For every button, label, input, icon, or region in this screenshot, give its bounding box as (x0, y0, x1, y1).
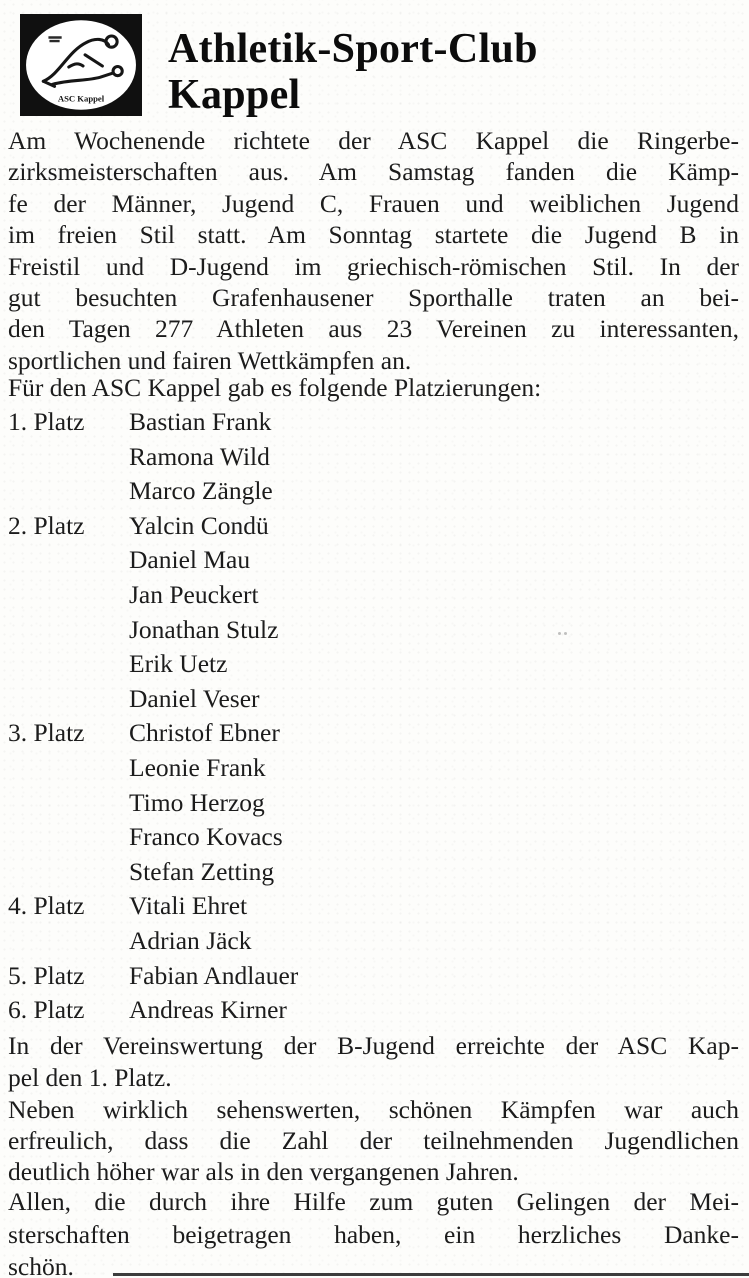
placement-row (8, 751, 739, 786)
placement-rank (8, 751, 129, 786)
placement-row (8, 647, 739, 682)
placement-row (8, 578, 739, 613)
placement-row (8, 820, 739, 855)
placement-name: Timo Herzog (129, 787, 265, 817)
text-line: zirksmeisterschaften aus. Am Samstag fanden die Kämp- (8, 157, 739, 187)
placement-name: Christof Ebner (129, 718, 280, 748)
placement-name: Erik Uetz (129, 649, 228, 679)
text-line: Freistil und D-Jugend im griechisch-römischen Stil. In der (8, 251, 739, 281)
placement-row (8, 509, 739, 544)
placement-row (8, 924, 739, 959)
placement-row (8, 786, 739, 821)
youth-note-paragraph (8, 1094, 739, 1187)
placement-row (8, 543, 739, 578)
placement-rank (8, 543, 129, 578)
placement-row (8, 682, 739, 717)
placement-row (8, 440, 739, 475)
article-title-line1: Athletik-Sport-Club (168, 26, 538, 72)
logo-caption: ASC Kappel (57, 93, 105, 104)
placement-row (8, 959, 739, 994)
club-logo (20, 14, 142, 116)
placement-name: Adrian Jäck (129, 925, 252, 955)
placement-rank: 3. Platz (8, 718, 85, 748)
placement-name: Ramona Wild (129, 441, 270, 471)
placement-name: Fabian Andlauer (129, 960, 299, 990)
placement-rank (8, 786, 129, 821)
text-line: deutlich höher war als in den vergangenen Jahren. (8, 1157, 519, 1186)
placement-rank (8, 820, 129, 855)
placement-rank (8, 647, 129, 682)
text-line: pel den 1. Platz. (8, 1063, 172, 1092)
placement-row (8, 855, 739, 890)
text-line: den Tagen 277 Athleten aus 23 Vereinen zu interessanten, (8, 314, 739, 344)
placement-name: Stefan Zetting (129, 856, 275, 886)
placement-rank (8, 578, 129, 613)
placement-name: Daniel Mau (129, 545, 251, 575)
placement-row (8, 716, 739, 751)
placement-row (8, 993, 739, 1028)
text-line: schön. (8, 1252, 74, 1278)
text-line: gut besuchten Grafenhausener Sporthalle traten an bei- (8, 283, 739, 313)
placement-name: Leonie Frank (129, 752, 266, 782)
placements-heading: Für den ASC Kappel gab es folgende Platzierungen: (8, 373, 542, 402)
placement-rank: 6. Platz (8, 995, 85, 1025)
text-line: im freien Stil statt. Am Sonntag startete die Jugend B in (8, 220, 739, 250)
text-line: sterschaften beigetragen haben, ein herzliches Danke- (8, 1219, 739, 1249)
placement-rank: 2. Platz (8, 510, 85, 540)
text-line: fe der Männer, Jugend C, Frauen und weiblichen Jugend (8, 188, 739, 218)
intro-paragraph (8, 125, 739, 376)
placement-rank (8, 613, 129, 648)
placement-name: Franco Kovacs (129, 822, 283, 852)
text-line: Allen, die durch ihre Hilfe zum guten Gelingen der Mei- (8, 1187, 739, 1216)
text-line: Neben wirklich sehenswerten, schönen Kämpfen war auch (8, 1095, 739, 1124)
article-title (168, 14, 538, 118)
text-line: Am Wochenende richtete der ASC Kappel die Ringerbe- (8, 126, 739, 155)
placement-name: Andreas Kirner (129, 995, 287, 1025)
placement-name: Yalcin Condü (129, 510, 269, 540)
placement-row (8, 889, 739, 924)
placement-name: Jonathan Stulz (129, 614, 279, 644)
bottom-rule (113, 1273, 749, 1276)
placement-rank: 5. Platz (8, 960, 85, 990)
placement-row (8, 474, 739, 509)
placement-row (8, 405, 739, 440)
placements-list (8, 405, 739, 1028)
team-result-paragraph (8, 1030, 739, 1094)
article-title-line2: Kappel (168, 72, 301, 118)
text-line: sportlichen und fairen Wettkämpfen an. (8, 345, 412, 375)
placement-name: Marco Zängle (129, 476, 273, 506)
placement-name: Vitali Ehret (129, 891, 248, 921)
placement-name: Jan Peuckert (129, 579, 259, 609)
placement-rank (8, 474, 129, 509)
text-line: erfreulich, dass die Zahl der teilnehmenden Jugendlichen (8, 1126, 739, 1155)
placement-name: Bastian Frank (129, 407, 272, 436)
placement-rank (8, 440, 129, 475)
wrestlers-icon (24, 18, 138, 112)
placement-rank: 4. Platz (8, 891, 85, 921)
placement-rank (8, 855, 129, 890)
placement-rank (8, 682, 129, 717)
text-line: In der Vereinswertung der B-Jugend erreichte der ASC Kap- (8, 1031, 739, 1060)
scan-artifact (558, 622, 572, 628)
placement-rank: 1. Platz (8, 407, 85, 436)
placement-name: Daniel Veser (129, 683, 260, 713)
placement-row (8, 613, 739, 648)
placement-rank (8, 924, 129, 959)
thanks-paragraph (8, 1186, 739, 1278)
article-header (20, 14, 538, 118)
